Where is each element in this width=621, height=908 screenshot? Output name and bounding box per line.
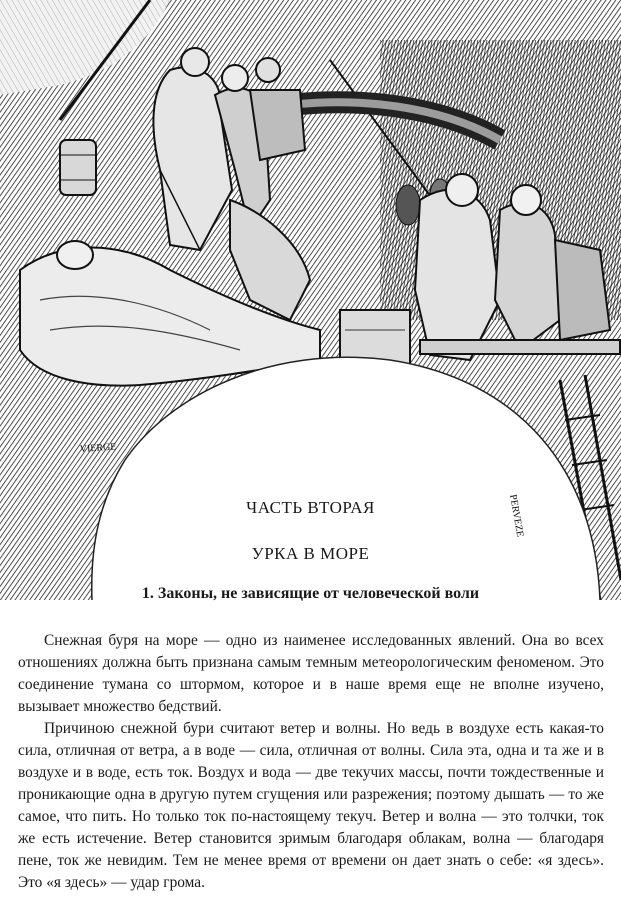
paragraph: Снежная буря на море — одно из наименее исследованных явлений. Она во всех отношениях должна быть признана самым темным метеорологическим феноменом. Это соединение тумана со штормом, которое и в наше время еще не вполне изучено, вызывает множество бедствий. (18, 632, 604, 715)
part-title: ЧАСТЬ ВТОРАЯ (246, 498, 375, 517)
body-text (18, 630, 604, 894)
paragraph: Причиною снежной бури считают ветер и волны. Но ведь в воздухе есть какая-то сила, отличная от ветра, а в воде — сила, отличная от волны. Сила эта, одна и та же и в воздухе и в воде, есть ток. Воздух и вода — две текучих массы, почти тождественные и проникающие одна в другую путем сгущения или разрежения; поэтому дышать — то же самое, что пить. Но только ток по-настоящему текуч. Ветер и волна — это толчки, ток же есть истечение. Ветер становится зримым благодаря облакам, волна — благодаря пене, ток же невидим. Тем не менее время от времени он дает знать о себе: «я здесь». Это «я здесь» — удар грома. (18, 720, 604, 891)
signature-perveze: PERVEZE (507, 493, 526, 538)
book-title: УРКА В МОРЕ (251, 544, 370, 563)
chapter-title: 1. Законы, не зависящие от человеческой воли (141, 585, 480, 602)
signature-vierge: VIERGE (79, 441, 117, 455)
